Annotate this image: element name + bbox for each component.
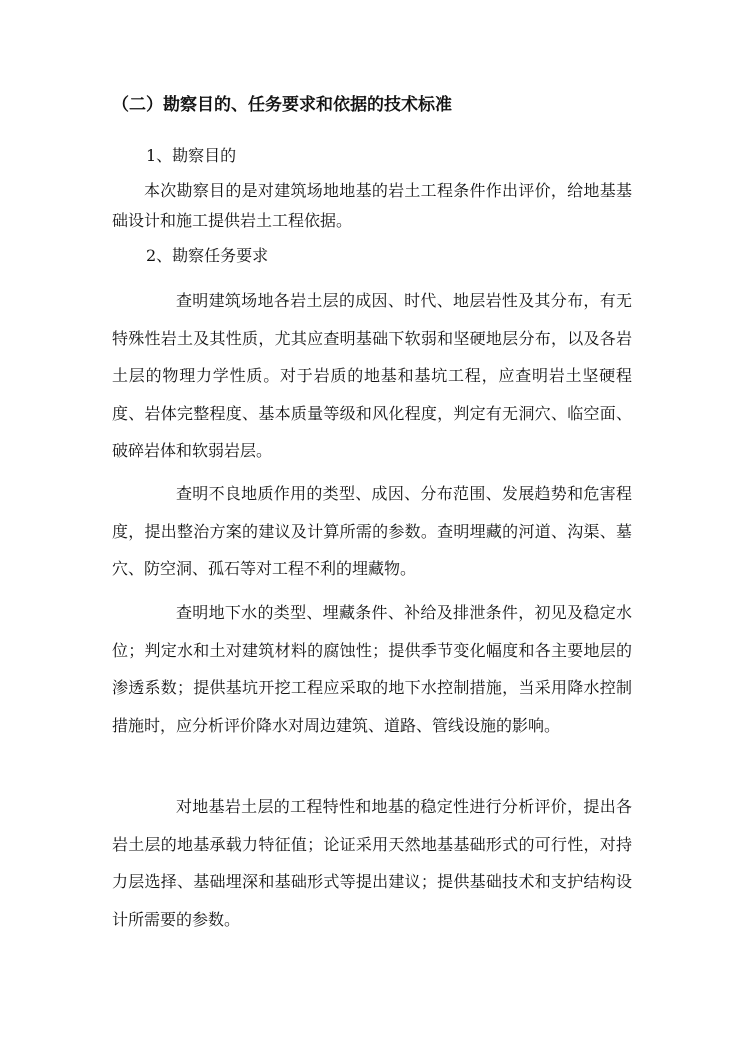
paragraph-adverse-geology: 查明不良地质作用的类型、成因、分布范围、发展趋势和危害程度，提出整治方案的建议及计算所需的参数。查明埋藏的河道、沟渠、墓穴、防空洞、孤石等对工程不利的埋藏物。 (112, 484, 632, 578)
item-2-title: 2、勘察任务要求 (146, 246, 269, 265)
paragraph-stratum: 查明建筑场地各岩土层的成因、时代、地层岩性及其分布，有无特殊性岩土及其性质，尤其应查明基础下软弱和坚硬地层分布，以及各岩土层的物理力学性质。对于岩质的地基和基坑工程，应查明岩土坚硬程度、岩体完整程度、基本质量等级和风化程度，判定有无洞穴、临空面、破碎岩体和软弱岩层。 (112, 291, 632, 460)
item-1-paragraph: 本次勘察目的是对建筑场地地基的岩土工程条件作出评价，给地基基础设计和施工提供岩土工程依据。 (112, 181, 632, 230)
paragraph-foundation: 对地基岩土层的工程特性和地基的稳定性进行分析评价，提出各岩土层的地基承载力特征值；论证采用天然地基基础形式的可行性，对持力层选择、基础埋深和基础形式等提出建议；提供基础技术和支护结构设计所需要的参数。 (112, 797, 632, 929)
section-heading: （二）勘察目的、任务要求和依据的技术标准 (112, 95, 452, 115)
paragraph-groundwater: 查明地下水的类型、埋藏条件、补给及排泄条件，初见及稳定水位；判定水和土对建筑材料的腐蚀性；提供季节变化幅度和各主要地层的渗透系数；提供基坑开挖工程应采取的地下水控制措施，当采用降水控制措施时，应分析评价降水对周边建筑、道路、管线设施的影响。 (112, 603, 632, 735)
item-1-title: 1、勘察目的 (146, 146, 237, 165)
